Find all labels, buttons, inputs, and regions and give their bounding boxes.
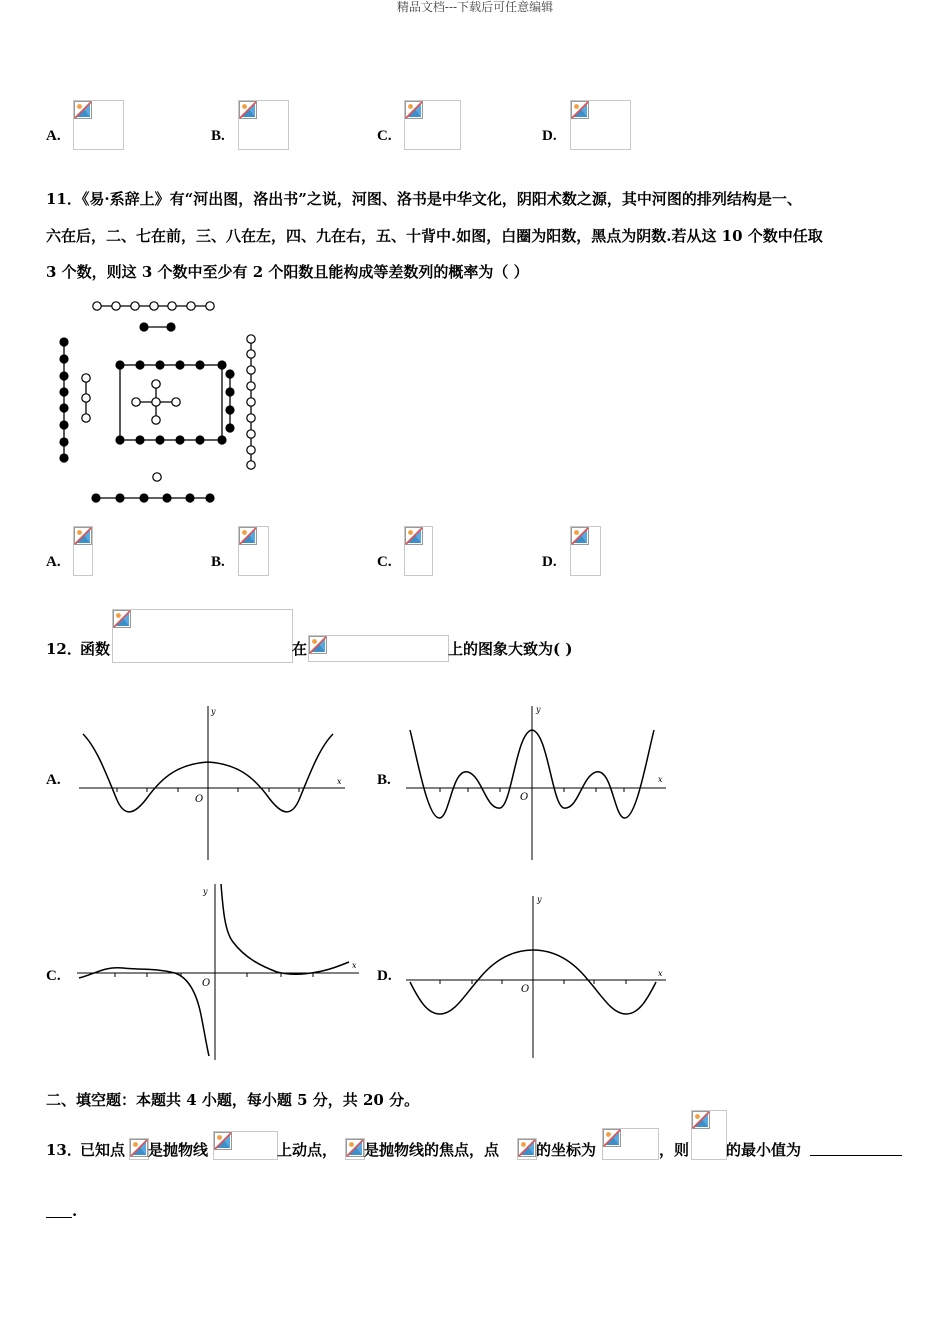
- q13-answer-blank[interactable]: [810, 1155, 902, 1156]
- q12-graph-b: [402, 702, 670, 862]
- q12-interval-image: [308, 635, 449, 662]
- x-label: x: [658, 969, 663, 978]
- q13-text-6: ，则: [659, 1141, 690, 1159]
- q11-option-a-label: A.: [46, 554, 61, 570]
- broken-image-icon: [113, 610, 131, 628]
- q12-function-image: [112, 609, 293, 663]
- q12-text-2: 在: [292, 640, 308, 658]
- section2-title: 二、填空题：本题共 4 小题，每小题 5 分，共 20 分。: [46, 1091, 420, 1109]
- q12-option-c-label: C.: [46, 968, 61, 984]
- broken-image-icon: [603, 1129, 621, 1147]
- broken-image-icon: [405, 101, 423, 119]
- broken-image-icon: [74, 527, 92, 545]
- q13-answer-blank-continued[interactable]: [46, 1217, 72, 1218]
- q12-text-3: 上的图象大致为( ): [448, 640, 573, 658]
- q11-option-a-image: [73, 526, 93, 576]
- broken-image-icon: [346, 1139, 364, 1157]
- q12-graph-a: [75, 702, 350, 862]
- q13-text-3: 上动点，: [277, 1141, 338, 1159]
- q13-parabola-image: [213, 1131, 278, 1160]
- broken-image-icon: [571, 527, 589, 545]
- q11-number: 11．: [46, 190, 82, 208]
- q11-option-d-label: D.: [542, 554, 557, 570]
- q12-option-d-label: D.: [377, 968, 392, 984]
- q10-option-a-image: [73, 100, 124, 150]
- q11-line1-text: 《易·系辞上》有“河出图，洛出书”之说，河图、洛书是中华文化，阴阳术数之源，其中河图的排列结构是一、: [81, 190, 802, 208]
- broken-image-icon: [214, 1132, 232, 1150]
- broken-image-icon: [74, 101, 92, 119]
- origin-label: O: [521, 984, 530, 995]
- q13-point-p-image: [129, 1138, 149, 1160]
- q13-text-2: 是抛物线: [148, 1141, 209, 1159]
- q13-point-a-image: [517, 1138, 537, 1160]
- q11-option-b-image: [238, 526, 269, 576]
- y-label: y: [203, 887, 208, 896]
- q12-text-1: 函数: [80, 640, 111, 658]
- page-header: 精品文档---下载后可任意编辑: [396, 0, 554, 14]
- q10-option-a-label: A.: [46, 128, 61, 144]
- y-label: y: [211, 707, 216, 716]
- q11-option-d-image: [570, 526, 601, 576]
- q10-option-c-image: [404, 100, 461, 150]
- y-label: y: [537, 895, 542, 904]
- q12-graph-d: [402, 892, 670, 1060]
- broken-image-icon: [130, 1139, 148, 1157]
- q12-number: 12．: [46, 640, 82, 658]
- q11-line3: 3 个数，则这 3 个数中至少有 2 个阳数且能构成等差数列的概率为（ ）: [46, 263, 529, 281]
- q13-text-4: 是抛物线的焦点，点: [364, 1141, 500, 1159]
- q10-option-d-label: D.: [542, 128, 557, 144]
- broken-image-icon: [405, 527, 423, 545]
- hetu-diagram: [50, 296, 270, 508]
- broken-image-icon: [309, 636, 327, 654]
- q12-option-a-label: A.: [46, 772, 61, 788]
- q11-option-c-label: C.: [377, 554, 392, 570]
- x-label: x: [352, 961, 357, 970]
- q11-line2: 六在后，二、七在前，三、八在左，四、九在右，五、十背中.如图，白圈为阳数，黑点为阴数.若从这 10 个数中任取: [46, 227, 823, 245]
- q11-option-c-image: [404, 526, 433, 576]
- q10-option-d-image: [570, 100, 631, 150]
- q13-number: 13．: [46, 1141, 82, 1159]
- broken-image-icon: [239, 101, 257, 119]
- q11-line1: [46, 188, 802, 209]
- y-label: y: [536, 705, 541, 714]
- q10-option-b-label: B.: [211, 128, 225, 144]
- q13-text-7: 的最小值为: [726, 1141, 802, 1159]
- x-label: x: [658, 775, 663, 784]
- q13-text-5: 的坐标为: [536, 1141, 597, 1159]
- broken-image-icon: [518, 1139, 536, 1157]
- q13-text-1: 已知点: [80, 1141, 126, 1159]
- q13-coordinate-image: [602, 1128, 659, 1160]
- broken-image-icon: [239, 527, 257, 545]
- q12-option-b-label: B.: [377, 772, 391, 788]
- q10-option-c-label: C.: [377, 128, 392, 144]
- q11-option-b-label: B.: [211, 554, 225, 570]
- q13-expression-image: [691, 1110, 727, 1160]
- origin-label: O: [202, 978, 211, 989]
- q13-focus-image: [345, 1138, 365, 1160]
- q13-end-period: .: [72, 1202, 78, 1220]
- broken-image-icon: [571, 101, 589, 119]
- broken-image-icon: [692, 1111, 710, 1129]
- origin-label: O: [195, 794, 204, 805]
- curve-left: [79, 968, 209, 1056]
- origin-label: O: [520, 792, 529, 803]
- q10-option-b-image: [238, 100, 289, 150]
- q12-graph-c: [75, 880, 365, 1062]
- curve-right: [221, 884, 349, 974]
- x-label: x: [337, 777, 342, 786]
